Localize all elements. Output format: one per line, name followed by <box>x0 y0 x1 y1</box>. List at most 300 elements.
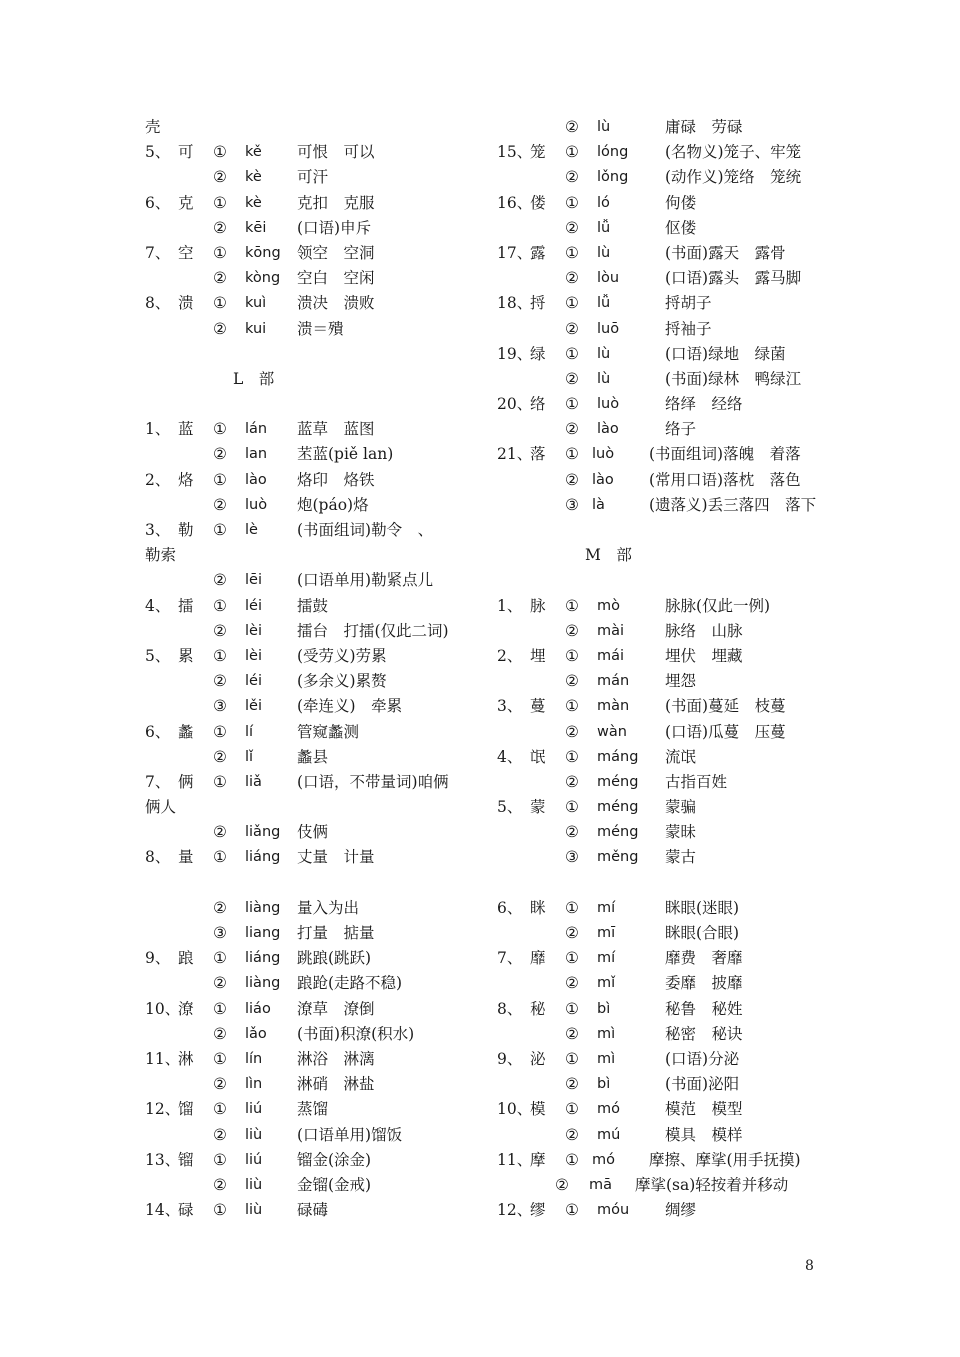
reading-marker: ② <box>213 168 227 187</box>
example-words: 跳踉(跳跃) <box>297 949 372 968</box>
entry-number: 6、 <box>497 898 523 917</box>
entry-row <box>145 1123 545 1148</box>
reading-marker: ② <box>565 1075 579 1094</box>
entry-row <box>145 291 545 316</box>
pinyin-reading: méng <box>597 799 639 816</box>
entry-character: 烙 <box>178 470 194 489</box>
entry-character: 克 <box>178 193 194 212</box>
reading-marker: ② <box>565 420 579 439</box>
entry-row <box>145 241 545 266</box>
entry-number: 9、 <box>497 1049 523 1068</box>
pinyin-reading: luò <box>245 496 268 513</box>
entry-number: 10、 <box>497 1100 533 1119</box>
pinyin-reading: mī <box>597 925 616 941</box>
reading-marker: ① <box>565 143 579 162</box>
entry-row <box>145 971 545 996</box>
reading-marker: ② <box>213 1175 227 1194</box>
reading-marker: ② <box>565 722 579 741</box>
entry-number: 7、 <box>145 243 171 262</box>
reading-marker: ① <box>565 697 579 716</box>
entry-character: 露 <box>530 243 546 262</box>
reading-marker: ② <box>213 571 227 590</box>
pinyin-reading: lào <box>592 471 614 488</box>
example-words: 空白 空闲 <box>297 269 375 288</box>
reading-marker: ① <box>213 1150 227 1169</box>
entry-character: 馏 <box>178 1100 194 1119</box>
example-words: 苤蓝(piě lan) <box>297 445 394 464</box>
entry-row <box>497 720 897 745</box>
pinyin-reading: móu <box>597 1202 630 1219</box>
pinyin-reading: liù <box>245 1126 263 1143</box>
entry-row <box>497 1148 897 1173</box>
pinyin-reading: lěi <box>245 698 262 715</box>
reading-marker: ② <box>565 1125 579 1144</box>
entry-number: 17、 <box>497 243 533 262</box>
entry-number: 13、 <box>145 1150 181 1169</box>
entry-row <box>497 392 897 417</box>
entry-row <box>497 442 897 467</box>
entry-row <box>497 468 897 493</box>
entry-row <box>497 795 897 820</box>
entry-row <box>497 971 897 996</box>
entry-character: 蒙 <box>530 798 546 817</box>
example-words: 蠡县 <box>297 747 329 766</box>
reading-marker: ① <box>565 344 579 363</box>
example-words: 金镏(金戒) <box>297 1175 372 1194</box>
entry-number: 1、 <box>497 596 523 615</box>
entry-row <box>497 619 897 644</box>
entry-number: 18、 <box>497 294 533 313</box>
pinyin-reading: lǐ <box>245 748 254 765</box>
pinyin-reading: mó <box>592 1151 615 1168</box>
section-heading-text: L 部 <box>233 369 275 388</box>
blank-line <box>145 871 545 896</box>
entry-row <box>497 946 897 971</box>
entry-character: 擂 <box>178 596 194 615</box>
pinyin-reading: lǚ <box>597 295 611 312</box>
entry-row <box>497 896 897 921</box>
pinyin-reading: liàng <box>245 975 281 992</box>
pinyin-reading: bì <box>597 1076 611 1093</box>
pinyin-reading: mò <box>597 597 620 614</box>
continuation-text: 俩人 <box>145 798 177 817</box>
example-words: 蓝草 蓝图 <box>297 420 375 439</box>
entry-row <box>497 1123 897 1148</box>
example-words: 模范 模型 <box>665 1100 743 1119</box>
section-heading <box>497 543 897 568</box>
entry-character: 氓 <box>530 747 546 766</box>
reading-marker: ① <box>565 1150 579 1169</box>
reading-marker: ① <box>565 747 579 766</box>
entry-number: 2、 <box>145 470 171 489</box>
right-column <box>497 115 897 1223</box>
entry-row <box>145 619 545 644</box>
pinyin-reading: lào <box>245 471 267 488</box>
entry-row <box>145 594 545 619</box>
example-words: 捋袖子 <box>665 319 712 338</box>
reading-marker: ② <box>565 218 579 237</box>
reading-marker: ① <box>213 722 227 741</box>
reading-marker: ② <box>565 168 579 187</box>
reading-marker: ① <box>565 1100 579 1119</box>
reading-marker: ② <box>565 621 579 640</box>
entry-row <box>145 1148 545 1173</box>
example-words: 捋胡子 <box>665 294 712 313</box>
pinyin-reading: liáo <box>245 1000 271 1017</box>
pinyin-reading: lóng <box>597 144 629 161</box>
reading-marker: ② <box>213 1075 227 1094</box>
entry-character: 蔓 <box>530 697 546 716</box>
entry-row <box>497 644 897 669</box>
entry-row <box>497 241 897 266</box>
page-number: 8 <box>805 1258 814 1274</box>
example-words: 擂鼓 <box>297 596 329 615</box>
entry-number: 8、 <box>145 294 171 313</box>
example-words: (动作义)笼络 笼统 <box>665 168 802 187</box>
reading-marker: ① <box>565 646 579 665</box>
entry-row <box>145 442 545 467</box>
entry-row <box>145 997 545 1022</box>
reading-marker: ② <box>565 1024 579 1043</box>
blank-line <box>145 392 545 417</box>
entry-row <box>145 1198 545 1223</box>
pinyin-reading: kè <box>245 194 262 211</box>
example-words: 蒸馏 <box>297 1100 329 1119</box>
example-words: (口语)申斥 <box>297 218 372 237</box>
example-words: 蒙昧 <box>665 823 697 842</box>
example-words: 秘密 秘诀 <box>665 1024 743 1043</box>
entry-character: 镏 <box>178 1150 194 1169</box>
example-words: 蒙古 <box>665 848 697 867</box>
reading-marker: ① <box>213 596 227 615</box>
reading-marker: ① <box>565 395 579 414</box>
entry-row <box>497 493 897 518</box>
entry-number: 14、 <box>145 1201 181 1220</box>
pinyin-reading: ló <box>597 194 610 211</box>
entry-row <box>145 896 545 921</box>
entry-row <box>145 417 545 442</box>
example-words: (书面组词)落魄 着落 <box>649 445 801 464</box>
entry-row <box>497 1022 897 1047</box>
reading-marker: ② <box>213 319 227 338</box>
pinyin-reading: kě <box>245 144 262 161</box>
pinyin-reading: lòu <box>597 270 620 287</box>
entry-row <box>497 417 897 442</box>
entry-character: 秘 <box>530 999 546 1018</box>
entry-character: 笼 <box>530 143 546 162</box>
blank-line <box>145 342 545 367</box>
entry-number: 19、 <box>497 344 533 363</box>
entry-row <box>497 266 897 291</box>
reading-marker: ① <box>213 193 227 212</box>
example-words: (受劳义)劳累 <box>297 646 387 665</box>
reading-marker: ② <box>565 269 579 288</box>
entry-row <box>145 845 545 870</box>
reading-marker: ① <box>213 1100 227 1119</box>
example-words: (口语单用)勒紧点儿 <box>297 571 434 590</box>
pinyin-reading: méng <box>597 824 639 841</box>
pinyin-reading: liú <box>245 1151 263 1168</box>
example-words: (多余义)累赘 <box>297 672 387 691</box>
pinyin-reading: bì <box>597 1000 611 1017</box>
example-words: 管窥蠡测 <box>297 722 360 741</box>
entry-number: 5、 <box>497 798 523 817</box>
reading-marker: ② <box>213 823 227 842</box>
reading-marker: ① <box>565 193 579 212</box>
example-words: (口语)露头 露马脚 <box>665 269 802 288</box>
entry-row <box>145 745 545 770</box>
example-words: 伛偻 <box>665 218 697 237</box>
reading-marker: ② <box>565 672 579 691</box>
entry-row <box>497 694 897 719</box>
entry-character: 蓝 <box>178 420 194 439</box>
pinyin-reading: luò <box>597 396 620 413</box>
reading-marker: ② <box>565 924 579 942</box>
entry-row <box>145 644 545 669</box>
entry-row <box>145 518 545 543</box>
reading-marker: ① <box>565 243 579 262</box>
example-words: 摩挲(sa)轻按着并移动 <box>635 1175 789 1194</box>
entry-row <box>145 317 545 342</box>
reading-marker: ③ <box>213 924 227 942</box>
example-words: 踉跄(走路不稳) <box>297 974 403 993</box>
reading-marker: ② <box>555 1175 569 1194</box>
example-words: 络子 <box>665 420 697 439</box>
entry-number: 15、 <box>497 143 533 162</box>
pinyin-reading: mí <box>597 950 616 967</box>
entry-character: 潦 <box>178 999 194 1018</box>
reading-marker: ① <box>565 1201 579 1220</box>
example-words: (常用口语)落枕 落色 <box>649 470 801 489</box>
example-words: 镏金(涂金) <box>297 1150 372 1169</box>
entry-row <box>145 921 545 946</box>
reading-marker: ② <box>565 319 579 338</box>
pinyin-reading: mì <box>597 1050 616 1067</box>
reading-marker: ② <box>565 118 579 136</box>
pinyin-reading: luò <box>592 446 615 463</box>
entry-row <box>497 820 897 845</box>
entry-character: 可 <box>178 143 194 162</box>
pinyin-reading: liang <box>245 925 281 941</box>
reading-marker: ② <box>213 974 227 993</box>
reading-marker: ① <box>213 848 227 867</box>
example-words: 炮(páo)烙 <box>297 495 369 514</box>
example-words: 擂台 打擂(仅此二词) <box>297 621 449 640</box>
example-words: 脉络 山脉 <box>665 621 743 640</box>
pinyin-reading: lán <box>245 421 268 438</box>
example-words: 潦草 潦倒 <box>297 999 375 1018</box>
reading-marker: ③ <box>213 697 227 716</box>
pinyin-reading: kòng <box>245 270 281 287</box>
example-words: 眯眼(迷眼) <box>665 898 740 917</box>
reading-marker: ② <box>213 747 227 766</box>
entry-number: 9、 <box>145 949 171 968</box>
example-words: 流氓 <box>665 747 697 766</box>
example-words: 淋硝 淋盐 <box>297 1075 375 1094</box>
entry-character: 空 <box>178 243 194 262</box>
pinyin-reading: lǒng <box>597 169 629 186</box>
entry-number: 2、 <box>497 646 523 665</box>
entry-row <box>497 367 897 392</box>
entry-number: 11、 <box>145 1049 181 1068</box>
entry-number: 6、 <box>145 193 171 212</box>
entry-row <box>497 1047 897 1072</box>
example-words: (口语单用)馏饭 <box>297 1125 403 1144</box>
pinyin-reading: mán <box>597 673 630 690</box>
pinyin-reading: lèi <box>245 647 262 664</box>
entry-character: 泌 <box>530 1049 546 1068</box>
entry-row <box>145 1047 545 1072</box>
entry-row <box>145 1097 545 1122</box>
example-words: (名物义)笼子、牢笼 <box>665 143 802 162</box>
entry-row <box>145 694 545 719</box>
reading-marker: ① <box>565 1049 579 1068</box>
example-words: 佝偻 <box>665 193 697 212</box>
entry-row <box>145 1022 545 1047</box>
entry-number: 7、 <box>145 772 171 791</box>
reading-marker: ③ <box>565 848 579 867</box>
example-words: 埋伏 埋藏 <box>665 646 743 665</box>
reading-marker: ② <box>565 470 579 489</box>
example-words: (口语)绿地 绿菌 <box>665 344 786 363</box>
example-words: 绸缪 <box>665 1201 697 1220</box>
example-words: 埋怨 <box>665 672 697 691</box>
entry-row <box>145 165 545 190</box>
entry-character: 踉 <box>178 949 194 968</box>
entry-row <box>497 140 897 165</box>
entry-character: 绿 <box>530 344 546 363</box>
pinyin-reading: mā <box>589 1176 613 1193</box>
entry-number: 10、 <box>145 999 181 1018</box>
pinyin-reading: měng <box>597 849 639 866</box>
entry-row <box>145 468 545 493</box>
pinyin-reading: lù <box>597 244 611 261</box>
reading-marker: ① <box>213 949 227 968</box>
reading-marker: ② <box>565 772 579 791</box>
pinyin-reading: kēi <box>245 219 267 236</box>
entry-number: 20、 <box>497 395 533 414</box>
entry-row <box>145 493 545 518</box>
entry-row <box>497 1198 897 1223</box>
reading-marker: ② <box>213 621 227 640</box>
pinyin-reading: liáng <box>245 950 281 967</box>
entry-number: 4、 <box>497 747 523 766</box>
entry-row <box>145 140 545 165</box>
pinyin-reading: léi <box>245 673 262 690</box>
pinyin-reading: mó <box>597 1101 620 1118</box>
example-words: 络绎 经络 <box>665 395 743 414</box>
entry-row <box>145 191 545 216</box>
entry-number: 21、 <box>497 445 533 464</box>
example-words: (书面)泌阳 <box>665 1075 740 1094</box>
pinyin-reading: lào <box>597 421 619 438</box>
pinyin-reading: lí <box>245 723 254 740</box>
entry-number: 3、 <box>497 697 523 716</box>
pinyin-reading: lǎo <box>245 1025 267 1042</box>
entry-number: 16、 <box>497 193 533 212</box>
example-words: 庸碌 劳碌 <box>665 118 743 136</box>
entry-row <box>497 291 897 316</box>
example-words: 伎俩 <box>297 823 329 842</box>
example-words: (书面)绿林 鸭绿江 <box>665 369 802 388</box>
reading-marker: ① <box>565 445 579 464</box>
example-words: 领空 空洞 <box>297 243 375 262</box>
entry-character: 偻 <box>530 193 546 212</box>
reading-marker: ① <box>213 999 227 1018</box>
example-words: 溃决 溃败 <box>297 294 375 313</box>
left-column <box>145 115 545 1223</box>
entry-character: 摩 <box>530 1150 546 1169</box>
pinyin-reading: mái <box>597 647 625 664</box>
example-words: 秘鲁 秘姓 <box>665 999 743 1018</box>
entry-row <box>497 1173 897 1198</box>
pinyin-reading: lín <box>245 1050 263 1067</box>
reading-marker: ② <box>565 974 579 993</box>
entry-row <box>145 1072 545 1097</box>
example-words: (书面)积潦(积水) <box>297 1024 415 1043</box>
reading-marker: ① <box>565 596 579 615</box>
example-words: (书面)露天 露骨 <box>665 243 786 262</box>
pinyin-reading: méng <box>597 773 639 790</box>
entry-row <box>497 845 897 870</box>
pinyin-reading: lan <box>245 446 268 463</box>
reading-marker: ① <box>213 294 227 313</box>
entry-row <box>497 342 897 367</box>
example-words: 克扣 克服 <box>297 193 375 212</box>
entry-row <box>145 266 545 291</box>
example-words: 古指百姓 <box>665 772 728 791</box>
entry-row <box>145 568 545 593</box>
pinyin-reading: liǎng <box>245 824 281 841</box>
example-words: 碌碡 <box>297 1201 329 1220</box>
pinyin-reading: kōng <box>245 244 281 261</box>
example-words: 丈量 计量 <box>297 848 375 867</box>
reading-marker: ② <box>213 898 227 917</box>
reading-marker: ② <box>213 672 227 691</box>
pinyin-reading: lù <box>597 370 611 387</box>
blank-line <box>497 871 897 896</box>
entry-character: 勒 <box>178 521 194 539</box>
example-words: (口语)瓜蔓 压蔓 <box>665 722 786 741</box>
pinyin-reading: wàn <box>597 723 627 740</box>
reading-marker: ② <box>213 445 227 464</box>
example-words: 可恨 可以 <box>297 143 375 162</box>
pinyin-reading: lù <box>597 345 611 362</box>
entry-character: 缪 <box>530 1201 546 1220</box>
entry-row <box>145 216 545 241</box>
reading-marker: ① <box>565 999 579 1018</box>
entry-row <box>145 770 545 795</box>
pinyin-reading: mài <box>597 622 625 639</box>
entry-character: 脉 <box>530 596 546 615</box>
reading-marker: ① <box>565 294 579 313</box>
example-words: 委靡 披靡 <box>665 974 743 993</box>
example-words: 脉脉(仅此一例) <box>665 596 771 615</box>
example-words: 眯眼(合眼) <box>665 924 740 942</box>
entry-row <box>497 594 897 619</box>
section-heading <box>145 367 545 392</box>
entry-row <box>497 1072 897 1097</box>
reading-marker: ② <box>213 1125 227 1144</box>
example-words: 打量 掂量 <box>297 924 375 942</box>
example-words: (口语，不带量词)咱俩 <box>297 772 449 791</box>
reading-marker: ① <box>213 143 227 162</box>
example-words: (牵连义) 牵累 <box>297 697 403 716</box>
pinyin-reading: kè <box>245 169 262 186</box>
example-words: 摩擦、摩挲(用手抚摸) <box>649 1150 801 1169</box>
example-words: (口语)分泌 <box>665 1049 740 1068</box>
example-words: 溃＝殨 <box>297 319 344 338</box>
